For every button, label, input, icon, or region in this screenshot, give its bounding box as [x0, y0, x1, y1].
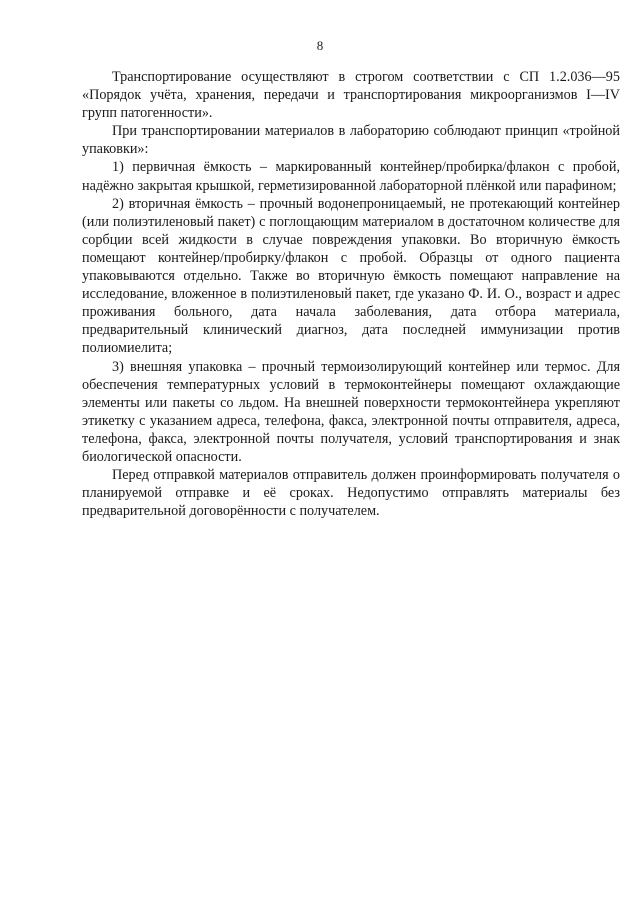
page-number: 8	[316, 38, 324, 53]
paragraph-primary-container: 1) первичная ёмкость – маркированный контейнер/пробирка/флакон с пробой, надёжно закрытая крышкой, герметизированной лабораторной плёнкой или парафином;	[82, 159, 620, 194]
paragraph-notification: Перед отправкой материалов отправитель должен проинформировать получателя о планируемой отправке и её сроках. Недопустимо отправлять материалы без предварительной договорённости с получателем.	[82, 467, 620, 520]
paragraph-secondary-container: 2) вторичная ёмкость – прочный водонепроницаемый, не протекающий контейнер (или полиэтиленовый пакет) с поглощающим материалом в достаточном количестве для сорбции всей жидкости в случае повреждения упаковки. Во вторичную ёмкость помещают контейнер/пробирку/флакон с пробой. Образцы от одного пациента упаковываются отдельно. Также во вторичную ёмкость помещают направление на исследование, вложенное в полиэтиленовый пакет, где указано Ф. И. О., возраст и адрес проживания больного, дата начала заболевания, дата отбора материала, предварительный клинический диагноз, дата последней иммунизации против полиомиелита;	[82, 195, 620, 357]
document-body	[82, 68, 620, 520]
paragraph-transport-regulation: Транспортирование осуществляют в строгом соответствии с СП 1.2.036—95 «Порядок учёта, хранения, передачи и транспортирования микроорганизмов I—IV групп патогенности».	[82, 69, 620, 122]
paragraph-outer-packaging: 3) внешняя упаковка – прочный термоизолирующий контейнер или термос. Для обеспечения температурных условий в термоконтейнеры помещают охлаждающие элементы или пакеты со льдом. На внешней поверхности термоконтейнера укрепляют этикетку с указанием адреса, телефона, факса, электронной почты отправителя, адреса, телефона, факса, электронной почты получателя, условий транспортирования и знак биологической опасности.	[82, 358, 620, 465]
paragraph-triple-packaging-intro: При транспортировании материалов в лабораторию соблюдают принцип «тройной упаковки»:	[82, 123, 620, 158]
